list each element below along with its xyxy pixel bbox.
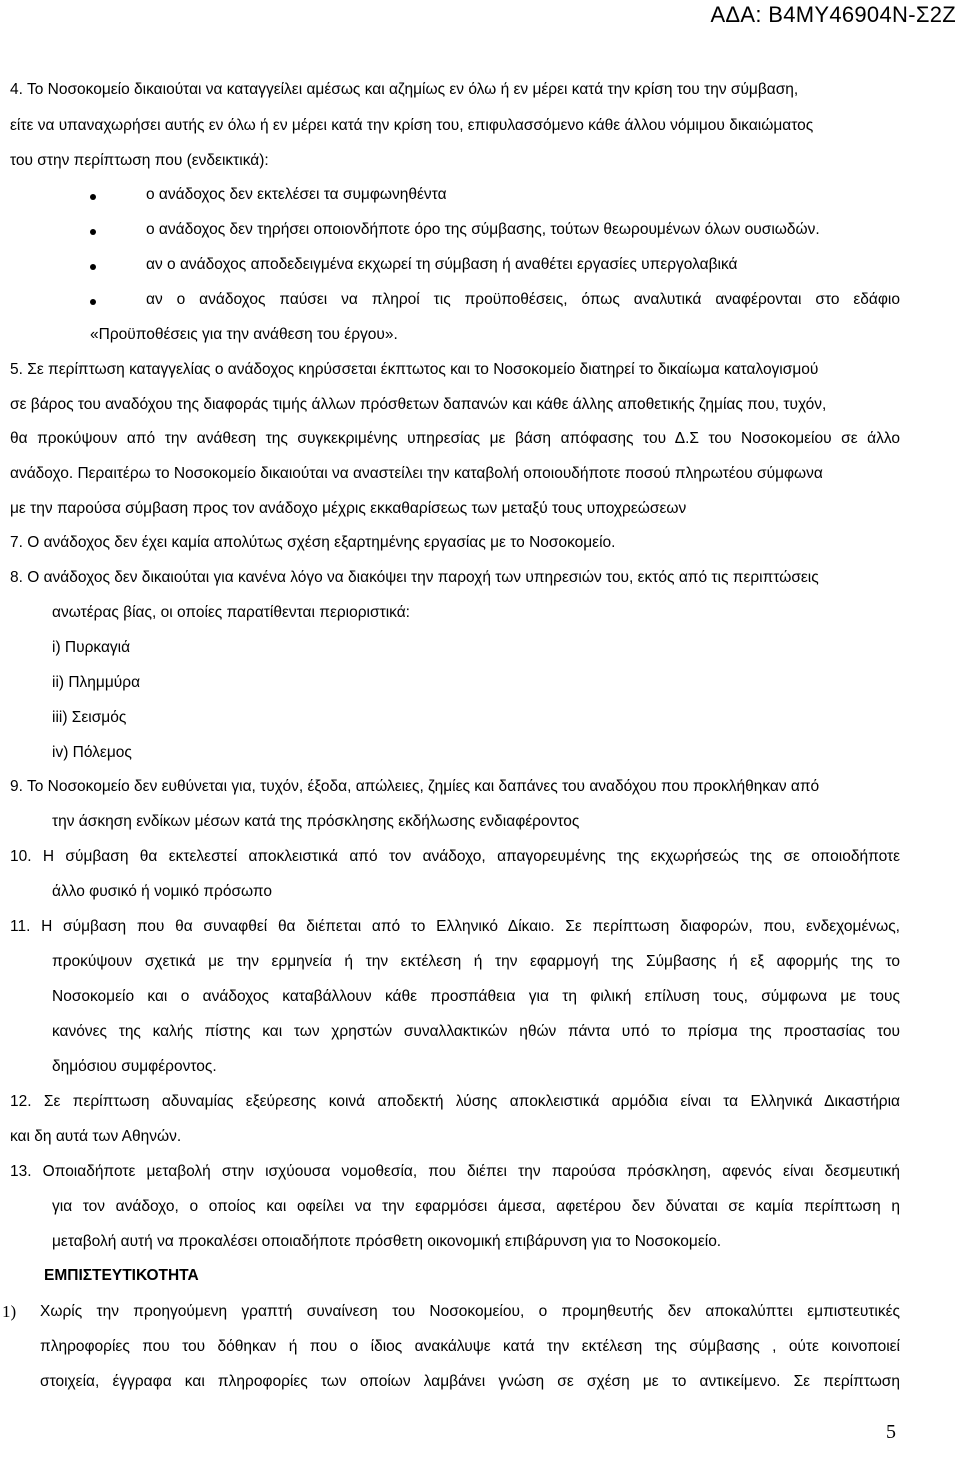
item5-line: ανάδοχο. Περαιτέρω το Νοσοκομείο δικαιούται να αναστείλει την καταβολή οποιουδήποτε ποσού πληρωτέου σύμφωνα <box>10 465 823 482</box>
item9-line1: 9. Το Νοσοκομείο δεν ευθύνεται για, τυχόν, έξοδα, απώλειες, ζημίες και δαπάνες του αναδόχου που προκλήθηκαν από <box>10 778 820 795</box>
confidentiality-line: Χωρίς την προηγούμενη γραπτή συναίνεση του Νοσοκομείου, ο προμηθευτής δεν αποκαλύπτει εμπιστευτικές <box>40 1303 900 1320</box>
list-item: iii) Σεισμός <box>52 709 127 726</box>
bullet-icon <box>90 264 96 270</box>
bullet-icon <box>90 229 96 235</box>
item8-line2: ανωτέρας βίας, οι οποίες παρατίθενται περιοριστικά: <box>52 604 410 621</box>
bullet-icon <box>90 194 96 200</box>
item12-line1: 12. Σε περίπτωση αδυναμίας εξεύρεσης κοινά αποδεκτή λύσης αποκλειστικά αρμόδια είναι τα Ελληνικά Δικαστήρια <box>10 1093 900 1110</box>
item5-line: με την παρούσα σύμβαση προς τον ανάδοχο μέχρις εκκαθαρίσεως των μεταξύ τους υποχρεώσεων <box>10 500 687 517</box>
item10-line2: άλλο φυσικό ή νομικό πρόσωπο <box>52 883 273 900</box>
ada-code: ΑΔΑ: Β4ΜΥ46904Ν-Σ2Ζ <box>710 2 956 27</box>
item12-line2: και δη αυτά των Αθηνών. <box>10 1128 182 1145</box>
item4-line3: του στην περίπτωση που (ενδεικτικά): <box>10 152 269 169</box>
item13-line: 13. Οποιαδήποτε μεταβολή στην ισχύουσα νομοθεσία, που διέπει την παρούσα πρόσκληση, αφενός είναι δεσμευτική <box>10 1163 900 1180</box>
item9-line2: την άσκηση ενδίκων μέσων κατά της πρόσκλησης εκδήλωσης ενδιαφέροντος <box>52 813 580 830</box>
list-item: ii) Πλημμύρα <box>52 674 141 691</box>
item5-line: 5. Σε περίπτωση καταγγελίας ο ανάδοχος κηρύσσεται έκπτωτος και το Νοσοκομείο διατηρεί το δικαίωμα καταλογισμού <box>10 361 819 378</box>
confidentiality-line: πληροφορίες που του δόθηκαν ή που ο ίδιος ανακάλυψε κατά την εκτέλεση της σύμβασης , ούτε κοινοποιεί <box>40 1338 900 1355</box>
item4-line1: 4. Το Νοσοκομείο δικαιούται να καταγγείλει αμέσως και αζημίως εν όλω ή εν μέρει κατά την κρίση του την σύμβαση, <box>10 81 799 98</box>
item11-line: Νοσοκομείο και ο ανάδοχος καταβάλλουν κάθε προσπάθεια για τη φιλική επίλυση τους, σύμφωνα με τους <box>52 988 900 1005</box>
item11-line: 11. Η σύμβαση που θα συναφθεί θα διέπεται από το Ελληνικό Δίκαιο. Σε περίπτωση διαφορών, που, ενδεχομένως, <box>10 918 900 935</box>
item11-line: προκύψουν σχετικά με την ερμηνεία ή την εκτέλεση ή την εφαρμογή της Σύμβασης ή εξ αφορμής της το <box>52 953 900 970</box>
item11-line: δημόσιου συμφέροντος. <box>52 1058 217 1075</box>
item13-line: μεταβολή αυτή να προκαλέσει οποιαδήποτε πρόσθετη οικονομική επιβάρυνση για το Νοσοκομείο. <box>52 1233 722 1250</box>
confidentiality-number: 1) <box>2 1302 17 1321</box>
confidentiality-line: στοιχεία, έγγραφα και πληροφορίες των οποίων λαμβάνει γνώση σε σχέση με το αντικείμενο. Σε περίπτωση <box>40 1373 900 1390</box>
item7-line: 7. Ο ανάδοχος δεν έχει καμία απολύτως σχέση εξαρτημένης εργασίας με το Νοσοκομείο. <box>10 534 616 551</box>
bullet-item: ο ανάδοχος δεν εκτελέσει τα συμφωνηθέντα <box>146 186 447 203</box>
item10-line1: 10. Η σύμβαση θα εκτελεστεί αποκλειστικά από τον ανάδοχο, απαγορευμένης της εκχωρήσεώς της σε οποιοδήποτε <box>10 848 900 865</box>
page-number: 5 <box>886 1421 896 1443</box>
bullet-item: αν ο ανάδοχος παύσει να πληροί τις προϋποθέσεις, όπως αναλυτικά αναφέρονται στο εδάφιο <box>146 291 900 308</box>
bullet-icon <box>90 299 96 305</box>
item4-line2: είτε να υπαναχωρήσει αυτής εν όλω ή εν μέρει κατά την κρίση του, επιφυλασσόμενο κάθε άλλου νόμιμου δικαιώματος <box>10 117 814 134</box>
list-item: iv) Πόλεμος <box>52 744 132 761</box>
bullet-continuation: «Προϋποθέσεις για την ανάθεση του έργου». <box>90 326 398 343</box>
item8-line1: 8. Ο ανάδοχος δεν δικαιούται για κανένα λόγο να διακόψει την παροχή των υπηρεσιών του, εκτός από τις περιπτώσεις <box>10 569 819 586</box>
bullet-item: ο ανάδοχος δεν τηρήσει οποιονδήποτε όρο της σύμβασης, τούτων θεωρουμένων όλων ουσιωδών. <box>146 221 820 238</box>
confidentiality-heading: ΕΜΠΙΣΤΕΥΤΙΚΟΤΗΤΑ <box>44 1267 199 1284</box>
item5-line: σε βάρος του αναδόχου της διαφοράς τιμής άλλων πρόσθετων δαπανών και κάθε άλλης αποθετικής ζημίας που, τυχόν, <box>10 396 827 413</box>
item13-line: για τον ανάδοχο, ο οποίος και οφείλει να την εφαρμόσει άμεσα, αφετέρου δεν δύναται σε καμία περίπτωση η <box>52 1198 900 1215</box>
item5-line: θα προκύψουν από την ανάθεση της συγκεκριμένης υπηρεσίας με βάση απόφασης του Δ.Σ του Νοσοκομείου σε άλλο <box>10 430 900 447</box>
bullet-item: αν ο ανάδοχος αποδεδειγμένα εκχωρεί τη σύμβαση ή αναθέτει εργασίες υπεργολαβικά <box>146 256 738 273</box>
list-item: i) Πυρκαγιά <box>52 639 131 656</box>
item11-line: κανόνες της καλής πίστης και των χρηστών συναλλακτικών ηθών πάντα υπό το πρίσμα της προστασίας του <box>52 1023 900 1040</box>
